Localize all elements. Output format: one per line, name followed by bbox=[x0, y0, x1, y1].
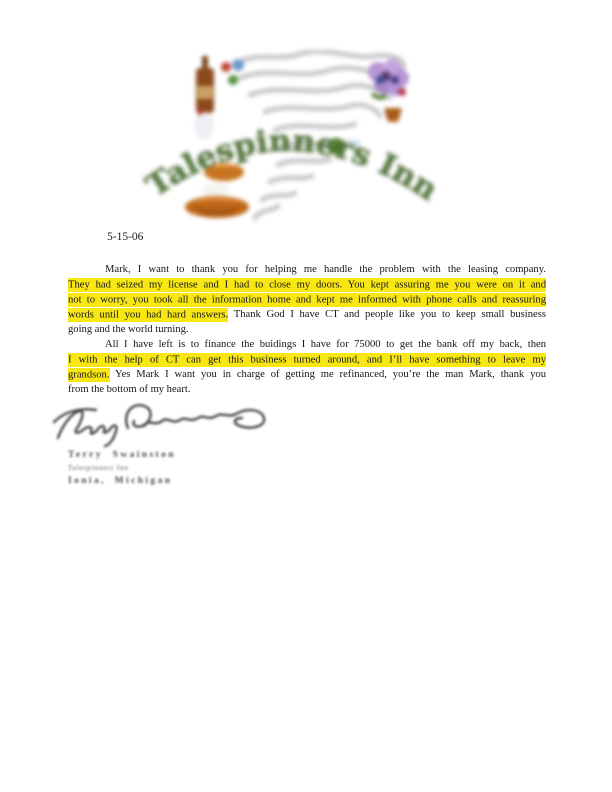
signatory-name: Terry Swainston bbox=[68, 450, 176, 460]
letter-body bbox=[68, 262, 546, 397]
letter-line bbox=[68, 322, 546, 337]
letter-line bbox=[68, 307, 546, 322]
letter-line bbox=[68, 292, 546, 307]
letter-date: 5-15-06 bbox=[107, 231, 144, 243]
signatory-company: Talespinners Inn bbox=[68, 464, 129, 472]
rooster-icon bbox=[194, 109, 214, 140]
letter-text: Mark, I want to thank you for helping me handle the problem with the leasing company. bbox=[105, 264, 546, 275]
highlighted-text: not to worry, you took all the information home and kept me informed with phone calls and reassuring bbox=[68, 294, 546, 305]
letter-text: All I have left is to finance the buidings I have for 75000 to get the bank off my back, then bbox=[105, 339, 546, 350]
letter-line bbox=[68, 337, 546, 352]
logo-name-text: Talespinners Inn bbox=[140, 123, 443, 208]
signature-icon bbox=[52, 398, 272, 450]
highlighted-text: grandson. bbox=[68, 369, 110, 380]
letter-line bbox=[68, 382, 546, 397]
company-logo bbox=[140, 50, 450, 230]
wine-bottle-icon bbox=[196, 56, 214, 113]
letter-text: Yes Mark I want you in charge of getting me refinanced, you’re the man Mark, thank you bbox=[109, 369, 546, 380]
letter-line bbox=[68, 262, 546, 277]
basket-icon bbox=[384, 108, 402, 122]
signature-script bbox=[52, 398, 272, 450]
letter-line bbox=[68, 277, 546, 292]
letter-line bbox=[68, 352, 546, 367]
letter-text: from the bottom of my heart. bbox=[68, 384, 191, 395]
logo-artwork bbox=[140, 50, 450, 230]
letter-text: going and the world turning. bbox=[68, 324, 189, 335]
fruit-dots-icon bbox=[221, 59, 244, 85]
letter-line bbox=[68, 367, 546, 382]
signatory-location: Ionia, Michigan bbox=[68, 476, 173, 486]
highlighted-text: words until you had hard answers. bbox=[68, 309, 229, 320]
letter-text: Thank God I have CT and people like you to keep small business bbox=[228, 309, 546, 320]
highlighted-text: They had seized my license and I had to close my doors. You kept assuring me you were on it and bbox=[68, 279, 546, 290]
highlighted-text: I with the help of CT can get this business turned around, and I’ll have something to leave my bbox=[68, 354, 546, 365]
